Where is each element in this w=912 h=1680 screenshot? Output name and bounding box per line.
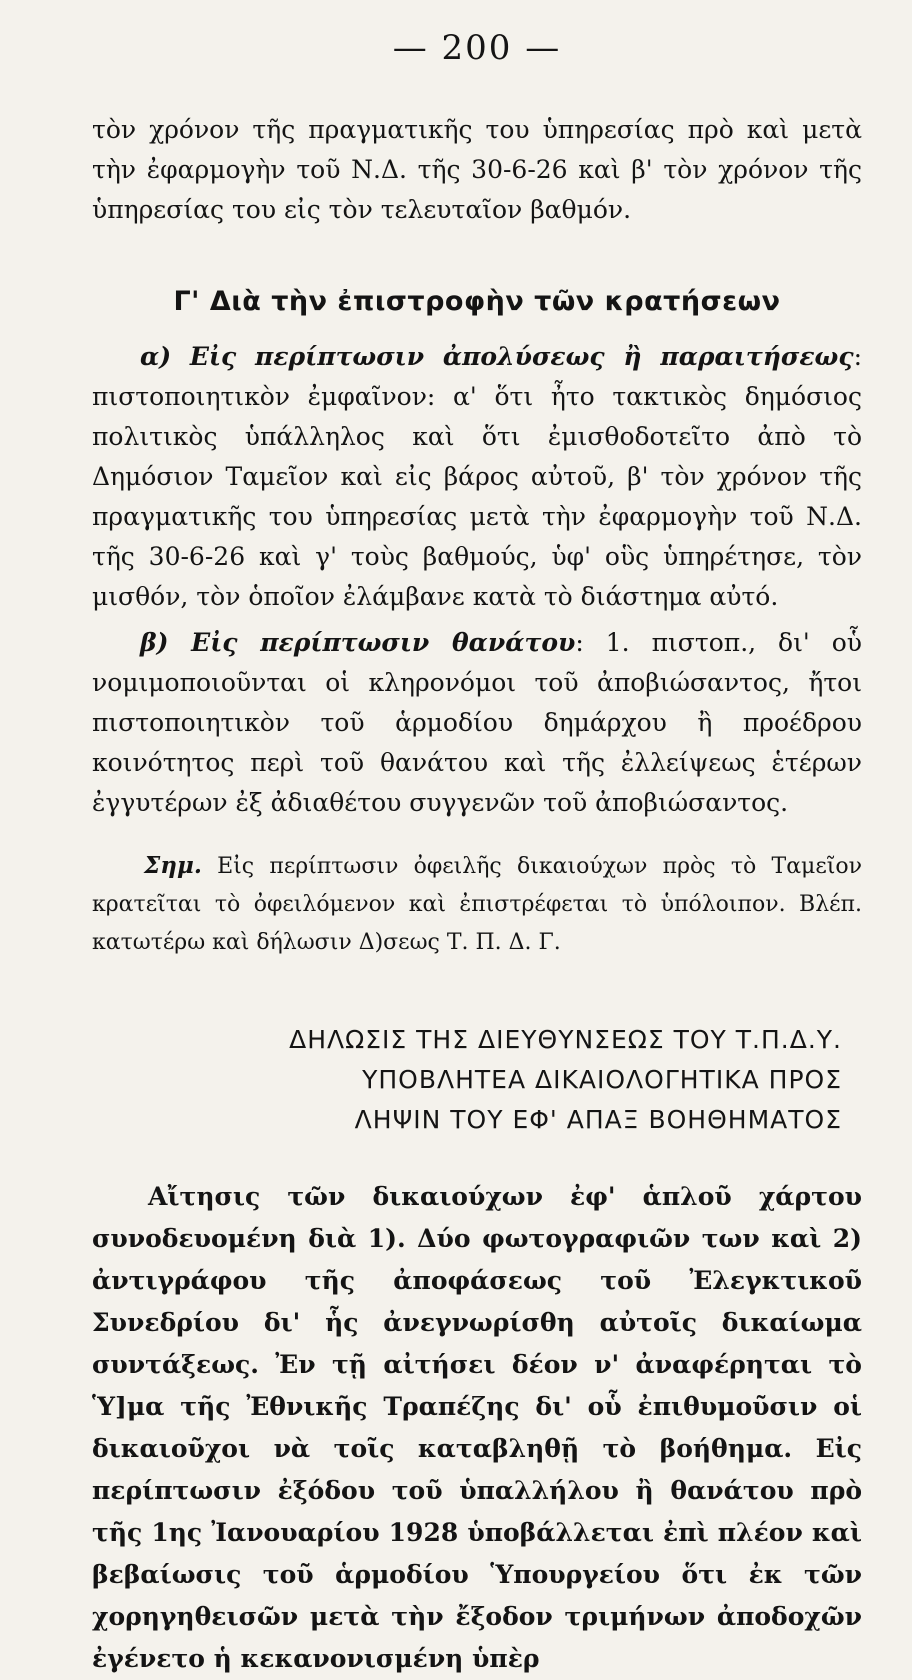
declaration-title-line-1: ΔΗΛΩΣΙΣ ΤΗΣ ΔΙΕΥΘΥΝΣΕΩΣ ΤΟΥ Τ.Π.Δ.Υ. (289, 1025, 842, 1054)
declaration-title (92, 1020, 842, 1140)
case-b-text: : 1. πιστοπ., δι' οὗ νομιμοποιοῦνται οἱ κληρονόμοι τοῦ ἀποβιώσαντος, ἤτοι πιστοποιητικὸν τοῦ ἁρμοδίου δημάρχου ἢ προέδρου κοινότητος περὶ τοῦ θανάτου καὶ τῆς ἐλλείψεως ἑτέρων ἐγγυτέρων ἐξ ἀδιαθέτου συγγενῶν τοῦ ἀποβιώσαντος. (92, 628, 862, 817)
note-paragraph (92, 847, 862, 962)
note-lead: Σημ. (144, 852, 202, 879)
page-number: — 200 — (392, 28, 562, 68)
declaration-title-line-3: ΛΗΨΙΝ ΤΟΥ ΕΦ' ΑΠΑΞ ΒΟΗΘΗΜΑΤΟΣ (354, 1105, 842, 1134)
case-b-paragraph (92, 623, 862, 823)
note-text: Εἰς περίπτωσιν ὀφειλῆς δικαιούχων πρὸς τὸ Ταμεῖον κρατεῖται τὸ ὀφειλόμενον καὶ ἐπιστρέφεται τὸ ὑπόλοιπον. Βλέπ. κατωτέρω καὶ δήλωσιν Δ)σεως Τ. Π. Δ. Γ. (92, 854, 862, 955)
case-b-lead: β) Εἰς περίπτωσιν θανάτου (140, 628, 576, 657)
section-heading: Γ' Διὰ τὴν ἐπιστροφὴν τῶν κρατήσεων (173, 286, 781, 317)
case-a-paragraph (92, 337, 862, 617)
case-a-lead: α) Εἰς περίπτωσιν ἀπολύσεως ἢ παραιτήσεως (140, 342, 854, 371)
declaration-title-line-2: ΥΠΟΒΛΗΤΕΑ ΔΙΚΑΙΟΛΟΓΗΤΙΚΑ ΠΡΟΣ (362, 1065, 842, 1094)
intro-paragraph: τὸν χρόνον τῆς πραγματικῆς του ὑπηρεσίας πρὸ καὶ μετὰ τὴν ἐφαρμογὴν τοῦ Ν.Δ. τῆς 30-6-26 καὶ β' τὸν χρόνον τῆς ὑπηρεσίας του εἰς τὸν τελευταῖον βαθμόν. (92, 115, 862, 224)
declaration-body: Αἴτησις τῶν δικαιούχων ἐφ' ἁπλοῦ χάρτου συνοδευομένη διὰ 1). Δύο φωτογραφιῶν των καὶ 2) ἀντιγράφου τῆς ἀποφάσεως τοῦ Ἐλεγκτικοῦ Συνεδρίου δι' ἧς ἀνεγνωρίσθη αὐτοῖς δικαίωμα συντάξεως. Ἐν τῇ αἰτήσει δέον ν' ἀναφέρηται τὸ Ὑ]μα τῆς Ἐθνικῆς Τραπέζης δι' οὗ ἐπιθυμοῦσιν οἱ δικαιοῦχοι νὰ τοῖς καταβληθῇ τὸ βοήθημα. Εἰς περίπτωσιν ἐξόδου τοῦ ὑπαλλήλου ἢ θανάτου πρὸ τῆς 1ης Ἰανουαρίου 1928 ὑποβάλλεται ἐπὶ πλέον καὶ βεβαίωσις τοῦ ἁρμοδίου Ὑπουργείου ὅτι ἐκ τῶν χορηγηθεισῶν μετὰ τὴν ἔξοδον τριμήνων ἀποδοχῶν ἐγένετο ἡ κεκανονισμένη ὑπὲρ (92, 1182, 862, 1673)
case-a-text: : πιστοποιητικὸν ἐμφαῖνον: α' ὅτι ἦτο τακτικὸς δημόσιος πολιτικὸς ὑπάλληλος καὶ ὅτι ἐμισθοδοτεῖτο ἀπὸ τὸ Δημόσιον Ταμεῖον καὶ εἰς βάρος αὐτοῦ, β' τὸν χρόνον τῆς πραγματικῆς του ὑπηρεσίας μετὰ τὴν ἐφαρμογὴν τοῦ Ν.Δ. τῆς 30-6-26 καὶ γ' τοὺς βαθμούς, ὑφ' οὓς ὑπηρέτησε, τὸν μισθόν, τὸν ὁποῖον ἐλάμβανε κατὰ τὸ διάστημα αὐτό. (92, 342, 862, 611)
